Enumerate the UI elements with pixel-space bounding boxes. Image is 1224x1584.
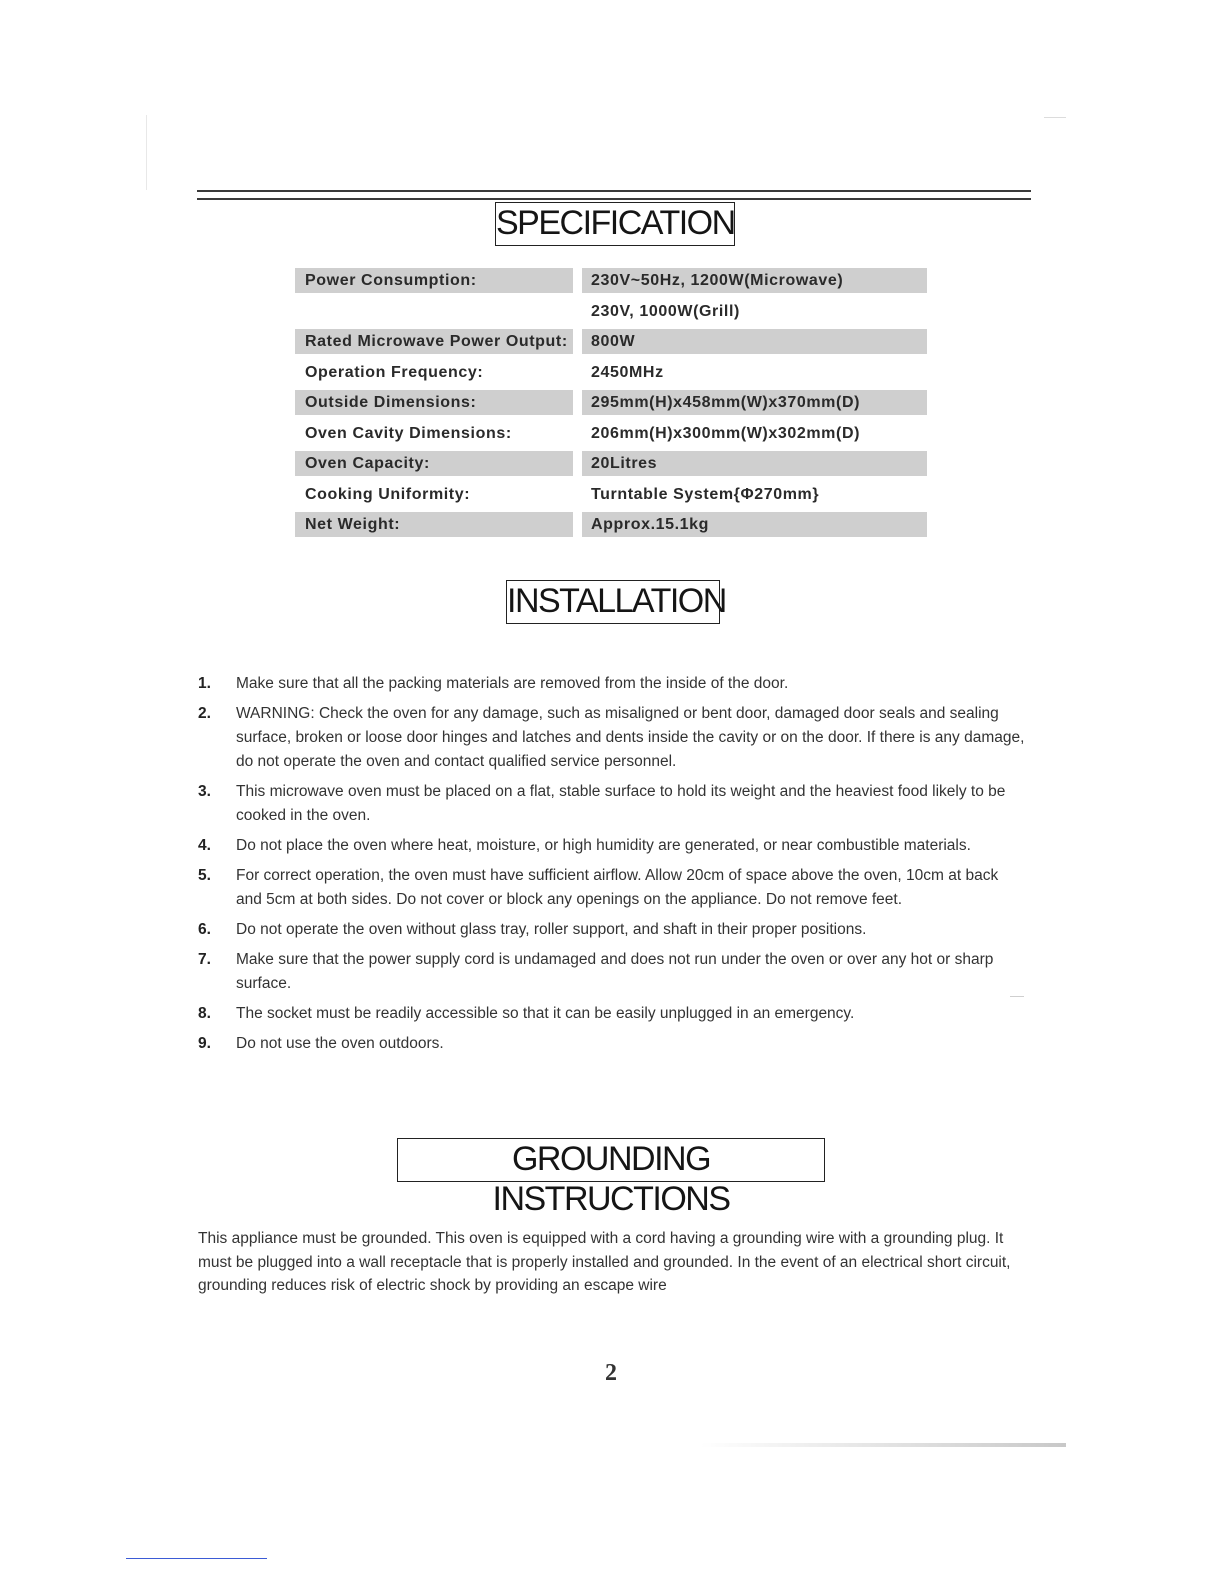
- list-item: [198, 1032, 1028, 1056]
- spec-row: [295, 268, 927, 299]
- spec-row: [295, 299, 927, 330]
- list-item: [198, 1002, 1028, 1026]
- list-item-text: WARNING: Check the oven for any damage, such as misaligned or bent door, damaged door seals and sealing surface, broken or loose door hinges and latches and dents inside the cavity or on the door. If there is any damage, do not operate the oven and contact qualified service personnel.: [236, 705, 1025, 770]
- spec-value: Approx.15.1kg: [582, 512, 927, 537]
- list-item-text: Do not place the oven where heat, moisture, or high humidity are generated, or near combustible materials.: [236, 837, 971, 854]
- spec-row: [295, 390, 927, 421]
- spec-row: [295, 360, 927, 391]
- list-item-number: 6.: [198, 921, 211, 938]
- list-item: [198, 780, 1028, 828]
- spec-label: Outside Dimensions:: [295, 390, 573, 415]
- spec-value: 230V~50Hz, 1200W(Microwave): [582, 268, 927, 293]
- spec-label: Oven Capacity:: [295, 451, 573, 476]
- scan-shadow: [700, 1443, 1066, 1447]
- list-item-text: Make sure that all the packing materials are removed from the inside of the door.: [236, 675, 789, 692]
- list-item-text: Make sure that the power supply cord is undamaged and does not run under the oven or over any hot or sharp surface.: [236, 951, 994, 992]
- installation-list: [198, 672, 1028, 1062]
- spec-label: Operation Frequency:: [305, 363, 484, 381]
- installation-heading: INSTALLATION: [506, 580, 720, 624]
- grounding-paragraph: This appliance must be grounded. This oven is equipped with a cord having a grounding wire with a grounding plug. It must be plugged into a wall receptacle that is properly installed and grounded. In the event of an electrical short circuit, grounding reduces risk of electric shock by providing an escape wire: [198, 1230, 1011, 1294]
- spec-value: 230V, 1000W(Grill): [591, 302, 740, 320]
- specification-table: [295, 268, 927, 543]
- list-item-number: 2.: [198, 705, 211, 722]
- list-item-number: 9.: [198, 1035, 211, 1052]
- spec-value: 20Litres: [582, 451, 927, 476]
- list-item: [198, 702, 1028, 774]
- list-item-text: The socket must be readily accessible so that it can be easily unplugged in an emergency.: [236, 1005, 855, 1022]
- spec-row: [295, 482, 927, 513]
- list-item: [198, 948, 1028, 996]
- scan-edge-line: [146, 115, 147, 190]
- header-rule-bottom: [197, 198, 1031, 200]
- grounding-heading: GROUNDING INSTRUCTIONS: [397, 1138, 825, 1182]
- spec-row: [295, 421, 927, 452]
- spec-value: 206mm(H)x300mm(W)x302mm(D): [591, 424, 861, 442]
- list-item-number: 3.: [198, 783, 211, 800]
- page-number: 2: [605, 1360, 617, 1386]
- spec-value: Turntable System{Φ270mm}: [591, 485, 820, 503]
- list-item-number: 1.: [198, 675, 211, 692]
- spec-label: Net Weight:: [295, 512, 573, 537]
- spec-value: 295mm(H)x458mm(W)x370mm(D): [582, 390, 927, 415]
- spec-value: 2450MHz: [591, 363, 664, 381]
- spec-row: [295, 451, 927, 482]
- header-rule-top: [197, 190, 1031, 192]
- list-item: [198, 864, 1028, 912]
- list-item: [198, 672, 1028, 696]
- list-item: [198, 918, 1028, 942]
- list-item-text: Do not use the oven outdoors.: [236, 1035, 444, 1052]
- spec-row: [295, 329, 927, 360]
- list-item: [198, 834, 1028, 858]
- spec-row: [295, 512, 927, 543]
- list-item-text: For correct operation, the oven must have sufficient airflow. Allow 20cm of space above the oven, 10cm at back and 5cm at both sides. Do not cover or block any openings on the appliance. Do not remove feet.: [236, 867, 999, 908]
- list-item-number: 8.: [198, 1005, 211, 1022]
- spec-value: 800W: [582, 329, 927, 354]
- spec-label: Oven Cavity Dimensions:: [305, 424, 512, 442]
- scan-mark: [1044, 117, 1066, 118]
- list-item-number: 7.: [198, 951, 211, 968]
- list-item-number: 5.: [198, 867, 211, 884]
- list-item-text: This microwave oven must be placed on a flat, stable surface to hold its weight and the heaviest food likely to be cooked in the oven.: [236, 783, 1006, 824]
- spec-label: Power Consumption:: [295, 268, 573, 293]
- list-item-number: 4.: [198, 837, 211, 854]
- spec-label: Cooking Uniformity:: [305, 485, 471, 503]
- footer-underline: [126, 1558, 267, 1559]
- scan-mark: [1010, 996, 1024, 997]
- list-item-text: Do not operate the oven without glass tray, roller support, and shaft in their proper positions.: [236, 921, 867, 938]
- spec-label: Rated Microwave Power Output:: [295, 329, 573, 354]
- specification-heading: SPECIFICATION: [495, 202, 735, 246]
